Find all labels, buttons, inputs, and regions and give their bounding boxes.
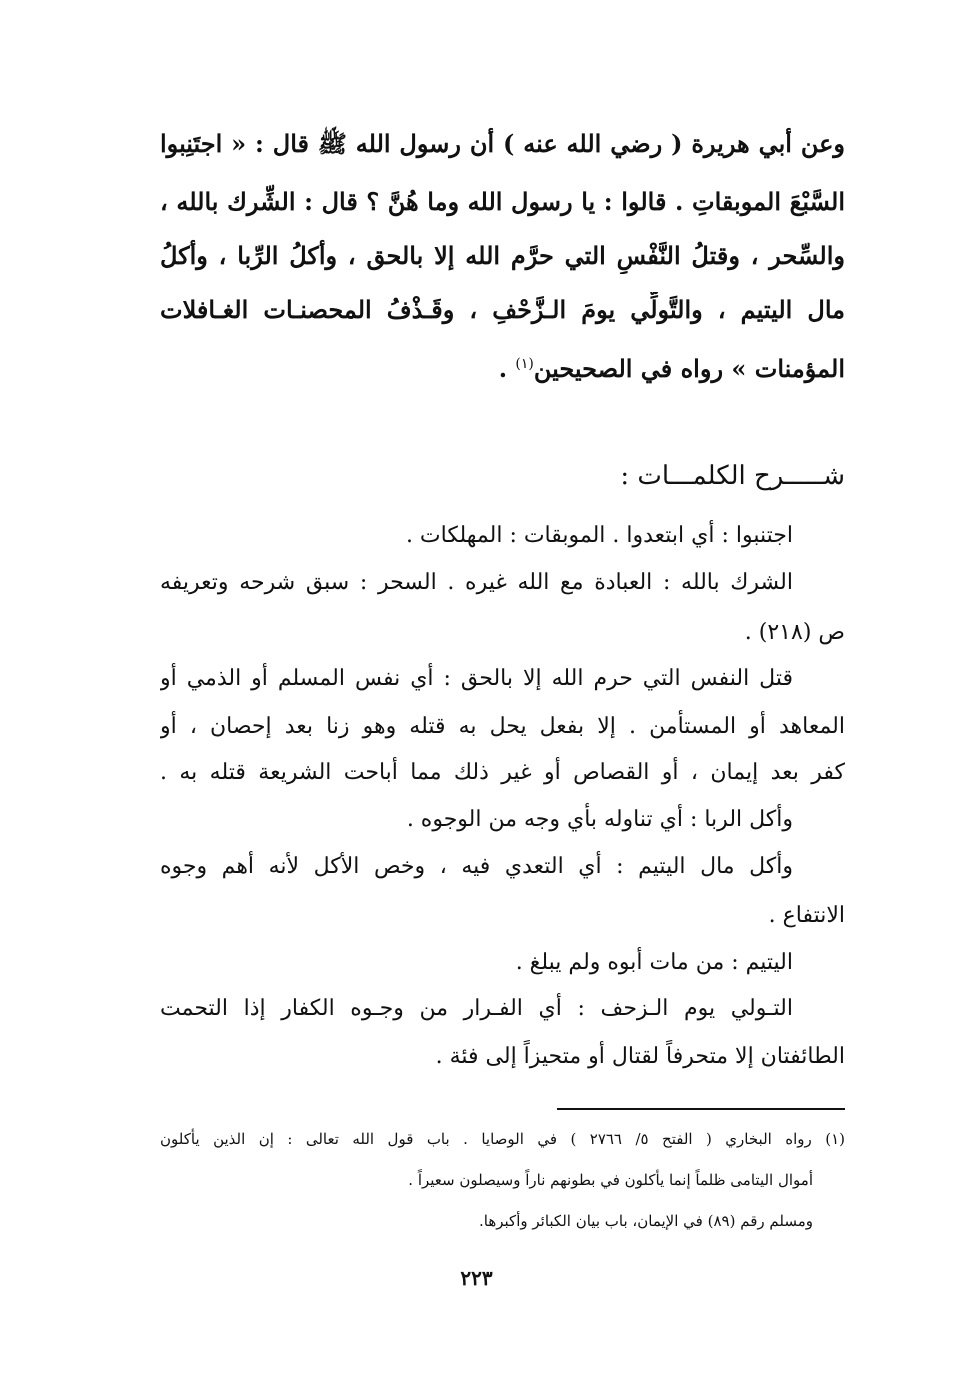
hadith-line-2: السَّبْعَ الموبقاتِ . قالوا : يا رسول الله وما هُنَّ ؟ قال : الشِّرك بالله ،	[160, 187, 845, 216]
hadith-source: المؤمنات » رواه في الصحيحين	[533, 354, 845, 383]
hadith-line-1: وعن أبي هريرة ( رضي الله عنه ) أن رسول الله ﷺ قال : « اجتَنِبوا	[160, 129, 845, 158]
footnote-line-2: أموال اليتامى ظلماً إنما يأكلون في بطونهم ناراً وسيصلون سعيراً .	[408, 1171, 813, 1189]
hadith-line-3: والسِّحر ، وقتلُ النَّفْسِ التي حرَّم الله إلا بالحق ، وأكلُ الرِّبا ، وأكلُ	[160, 241, 845, 270]
footnote-line-1: (١) رواه البخاري ( الفتح ٥/ ٢٧٦٦ ) في الوصايا . باب قول الله تعالى : إن الذين يأكلون	[160, 1130, 845, 1148]
footnote-separator	[557, 1108, 845, 1110]
explanation-line-9: الانتفاع .	[768, 903, 845, 928]
explanation-line-4: قتل النفس التي حرم الله إلا بالحق : أي نفس المسلم أو الذمي أو	[160, 666, 793, 691]
explanation-line-5: المعاهد أو المستأمن . إلا بفعل يحل به قتله وهو زنا بعد إحصان ، أو	[160, 714, 845, 739]
page-number: ٢٢٣	[460, 1266, 493, 1290]
explanation-line-2: الشرك بالله : العبادة مع الله غيره . السحر : سبق شرحه وتعريفه	[160, 570, 793, 595]
explanation-line-3: ص (٢١٨) .	[744, 620, 845, 645]
hadith-end-period: .	[498, 354, 516, 383]
explanation-line-1: اجتنبوا : أي ابتعدوا . الموبقات : المهلكات .	[405, 523, 793, 548]
footnote-line-3: ومسلم رقم (٨٩) في الإيمان، باب بيان الكبائر وأكبرها.	[479, 1212, 813, 1230]
explanation-line-8: وأكل مال اليتيم : أي التعدي فيه ، وخص الأكل لأنه أهم وجوه	[160, 854, 793, 879]
hadith-line-4: مال اليتيم ، والتَّولِّي يومَ الـزَّحْفِ ، وقَـذْفُ المحصنـات الغـافلات	[160, 295, 845, 324]
explanation-line-7: وأكل الربا : أي تناوله بأي وجه من الوجوه .	[406, 807, 793, 832]
footnote-marker: (١)	[515, 356, 534, 372]
explanation-line-6: كفر بعد إيمان ، أو القصاص أو غير ذلك مما أباحت الشريعة قتله به .	[160, 760, 845, 785]
explanation-line-11: التـولي يوم الـزحف : أي الفـرار من وجـوه الكفار إذا التحمت	[160, 996, 793, 1021]
explanation-line-12: الطائفتان إلا متحرفاً لقتال أو متحيزاً إلى فئة .	[435, 1044, 845, 1069]
hadith-line-5	[160, 346, 845, 387]
section-heading: شـــــرح الكلمـــات :	[620, 461, 845, 491]
explanation-line-10: اليتيم : من مات أبوه ولم يبلغ .	[515, 950, 793, 975]
